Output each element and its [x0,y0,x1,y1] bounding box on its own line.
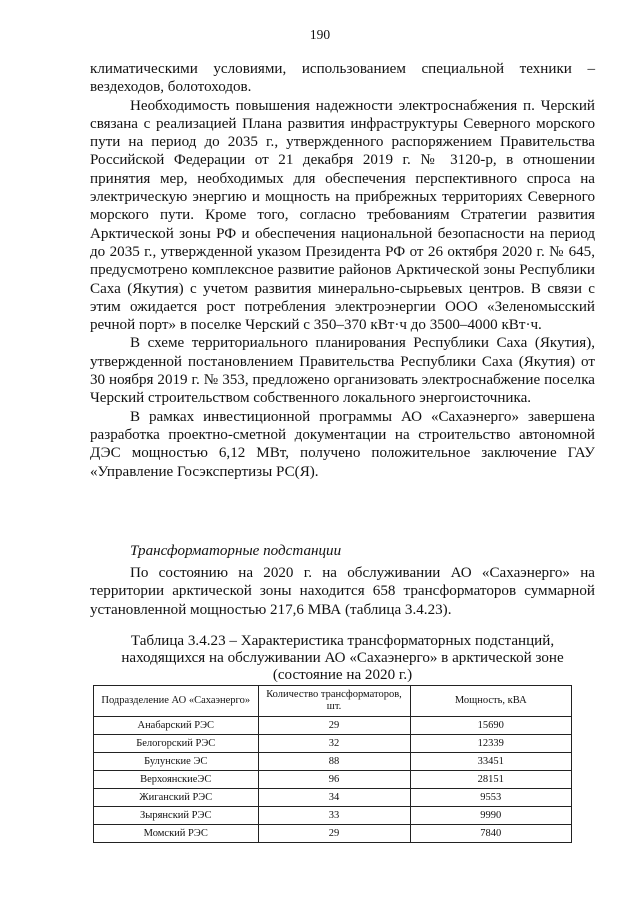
cell-count: 33 [258,807,410,825]
page-number: 190 [309,27,331,42]
cell-count: 29 [258,825,410,843]
header-capacity: Мощность, кВА [410,686,572,717]
cell-division: ВерхоянскиеЭС [94,771,259,789]
cell-count: 29 [258,717,410,735]
cell-capacity: 33451 [410,753,572,771]
cell-count: 32 [258,735,410,753]
section-heading: Трансформаторные подстанции [130,543,342,559]
body-text [90,60,595,481]
paragraph-continuation: климатическими условиями, использованием специальной техники – вездеходов, болотоходов. [90,61,595,96]
paragraph-territorial-planning: В схеме территориального планирования Республики Саха (Якутия), утвержденной постановлением Правительства Республики Саха (Якутия) от 30 ноября 2019 г. № 353, предложено организовать электроснабжение поселка Черский строительством собственного локального энергоисточника. [90,335,595,407]
table-row [94,789,572,807]
cell-division: Белогорский РЭС [94,735,259,753]
transformer-table [93,685,572,843]
paragraph-transformers: По состоянию на 2020 г. на обслуживании АО «Сахаэнерго» на территории арктической зоны находится 658 трансформаторов суммарной установленной мощностью 217,6 МВА (таблица 3.4.23). [90,565,595,618]
cell-capacity: 12339 [410,735,572,753]
table-caption: Таблица 3.4.23 – Характеристика трансформаторных подстанций, находящихся на обслуживании АО «Сахаэнерго» в арктической зоне (состояние на 2020 г.) [121,633,564,683]
table-row [94,717,572,735]
cell-division: Зырянский РЭС [94,807,259,825]
section-body [90,564,595,619]
table-row [94,771,572,789]
header-count: Количество трансформаторов, шт. [258,686,410,717]
cell-capacity: 15690 [410,717,572,735]
cell-capacity: 28151 [410,771,572,789]
header-division: Подразделение АО «Сахаэнерго» [94,686,259,717]
table-row [94,825,572,843]
paragraph-investment-program: В рамках инвестиционной программы АО «Сахаэнерго» завершена разработка проектно-сметной документации на строительство автономной ДЭС мощностью 6,12 МВт, получено положительное заключение ГАУ «Управление Госэкспертизы РС(Я). [90,408,595,480]
cell-division: Анабарский РЭС [94,717,259,735]
paragraph-chersky-reliability: Необходимость повышения надежности электроснабжения п. Черский связана с реализацией Плана развития инфраструктуры Северного морского пути на период до 2035 г., утвержденного распоряжением Правительства Российской Федерации от 21 декабря 2019 г. № 3120-р, в отношении принятия мер, необходимых для обеспечения перспективного спроса на электрическую энергию и мощность на прибрежных территориях Северного морского пути. Кроме того, согласно требованиям Стратегии развития Арктической зоны РФ и обеспечения национальной безопасности на период до 2035 г., утвержденной указом Президента РФ от 26 октября 2020 г. № 645, предусмотрено комплексное развитие районов Арктической зоны Республики Саха (Якутия) с учетом развития минерально-сырьевых центров. В связи с этим ожидается рост потребления электроэнергии ООО «Зеленомысский речной порт» в поселке Черский с 350–370 кВт·ч до 3500–4000 кВт·ч. [90,97,595,334]
cell-division: Булунские ЭС [94,753,259,771]
cell-capacity: 9990 [410,807,572,825]
cell-count: 88 [258,753,410,771]
table-header-row [94,686,572,717]
table-row [94,753,572,771]
cell-division: Момский РЭС [94,825,259,843]
cell-division: Жиганский РЭС [94,789,259,807]
cell-count: 34 [258,789,410,807]
cell-capacity: 7840 [410,825,572,843]
cell-capacity: 9553 [410,789,572,807]
cell-count: 96 [258,771,410,789]
table-row [94,735,572,753]
table-row [94,807,572,825]
